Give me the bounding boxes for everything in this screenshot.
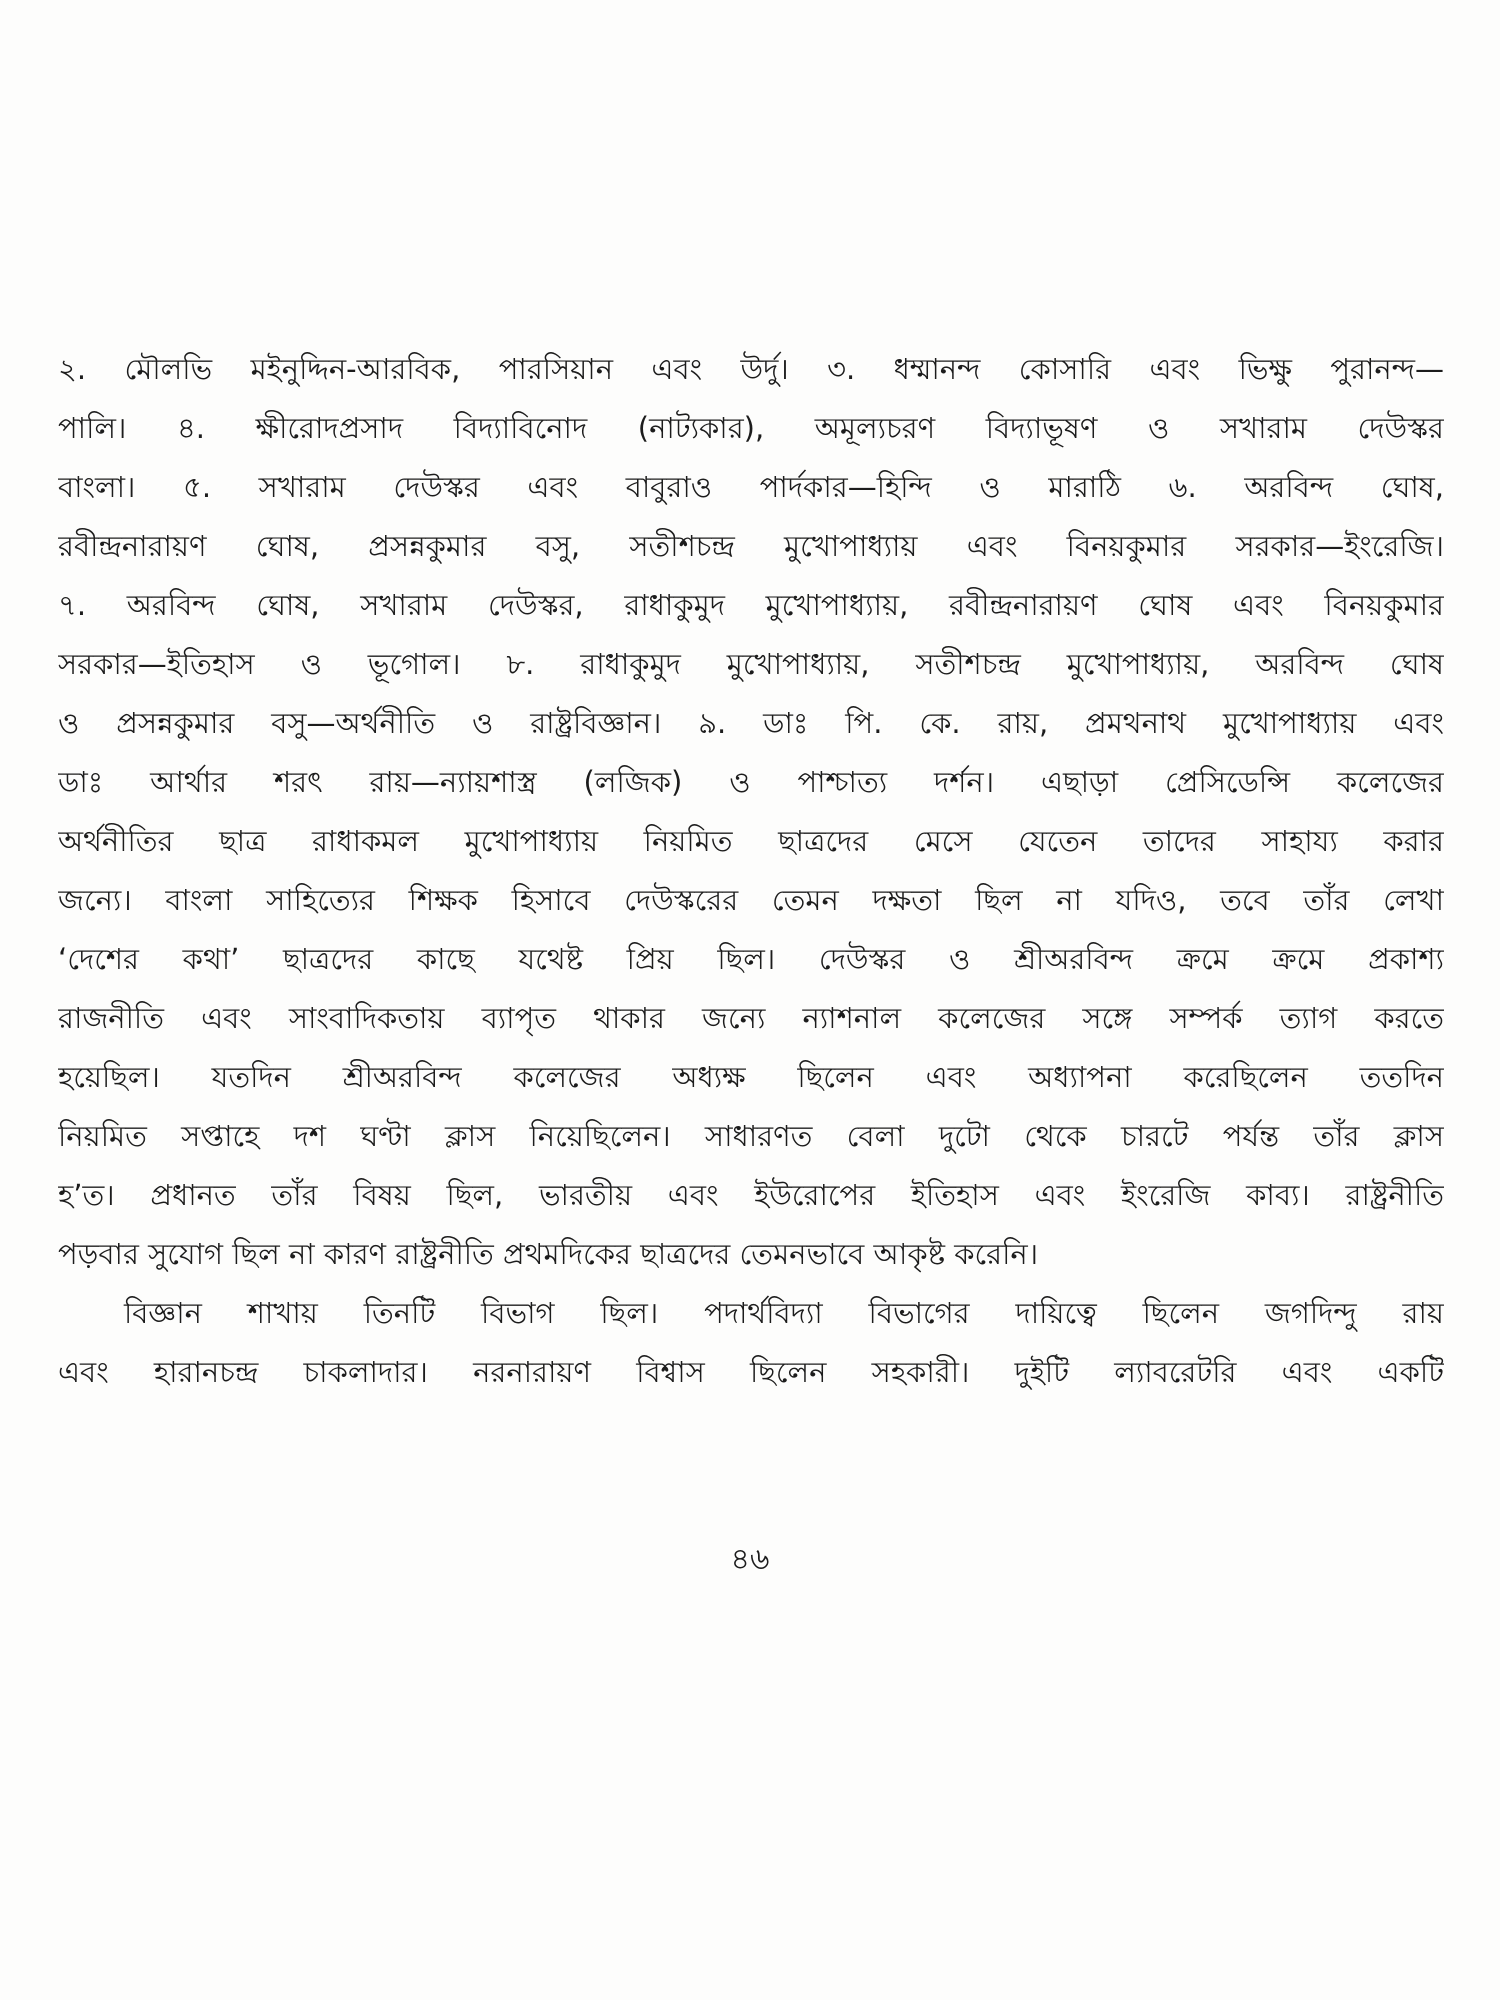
text-line: সরকার—ইতিহাস ও ভূগোল। ৮. রাধাকুমুদ মুখোপাধ্যায়, সতীশচন্দ্র মুখোপাধ্যায়, অরবিন্দ ঘোষ (58, 647, 1444, 681)
text-line: নিয়মিত সপ্তাহে দশ ঘণ্টা ক্লাস নিয়েছিলেন। সাধারণত বেলা দুটো থেকে চারটে পর্যন্ত তাঁর ক্লাস (58, 1119, 1444, 1153)
text-line: রবীন্দ্রনারায়ণ ঘোষ, প্রসন্নকুমার বসু, সতীশচন্দ্র মুখোপাধ্যায় এবং বিনয়কুমার সরকার—ইংরেজি। (58, 529, 1444, 563)
text-line: রাজনীতি এবং সাংবাদিকতায় ব্যাপৃত থাকার জন্যে ন্যাশনাল কলেজের সঙ্গে সম্পর্ক ত্যাগ করতে (58, 1001, 1444, 1035)
text-line: এবং হারানচন্দ্র চাকলাদার। নরনারায়ণ বিশ্বাস ছিলেন সহকারী। দুইটি ল্যাবরেটরি এবং একটি (58, 1355, 1444, 1389)
text-line: ৭. অরবিন্দ ঘোষ, সখারাম দেউস্কর, রাধাকুমুদ মুখোপাধ্যায়, রবীন্দ্রনারায়ণ ঘোষ এবং বিনয়কুমার (58, 588, 1444, 622)
text-line: ২. মৌলভি মইনুদ্দিন-আরবিক, পারসিয়ান এবং উর্দু। ৩. ধম্মানন্দ কোসারি এবং ভিক্ষু পুরানন্দ— (58, 352, 1444, 386)
text-line: ‘দেশের কথা’ ছাত্রদের কাছে যথেষ্ট প্রিয় ছিল। দেউস্কর ও শ্রীঅরবিন্দ ক্রমে ক্রমে প্রকাশ্য (58, 942, 1444, 976)
body-text (58, 340, 1444, 1402)
text-line: জন্যে। বাংলা সাহিত্যের শিক্ষক হিসাবে দেউস্করের তেমন দক্ষতা ছিল না যদিও, তবে তাঁর লেখা (58, 883, 1444, 917)
page-number: ৪৬ (730, 1542, 770, 1577)
text-line: ডাঃ আর্থার শরৎ রায়—ন্যায়শাস্ত্র (লজিক) ও পাশ্চাত্য দর্শন। এছাড়া প্রেসিডেন্সি কলেজের (58, 765, 1444, 799)
text-line: বাংলা। ৫. সখারাম দেউস্কর এবং বাবুরাও পার্দকার—হিন্দি ও মারাঠি ৬. অরবিন্দ ঘোষ, (58, 470, 1444, 504)
text-line: পালি। ৪. ক্ষীরোদপ্রসাদ বিদ্যাবিনোদ (নাট্যকার), অমূল্যচরণ বিদ্যাভূষণ ও সখারাম দেউস্কর (58, 411, 1444, 445)
paragraph-end-line: পড়বার সুযোগ ছিল না কারণ রাষ্ট্রনীতি প্রথমদিকের ছাত্রদের তেমনভাবে আকৃষ্ট করেনি। (58, 1237, 1039, 1271)
text-line: হ’ত। প্রধানত তাঁর বিষয় ছিল, ভারতীয় এবং ইউরোপের ইতিহাস এবং ইংরেজি কাব্য। রাষ্ট্রনীতি (58, 1178, 1444, 1212)
paragraph-start-line: বিজ্ঞান শাখায় তিনটি বিভাগ ছিল। পদার্থবিদ্যা বিভাগের দায়িত্বে ছিলেন জগদিন্দু রায় (124, 1296, 1444, 1330)
text-line: ও প্রসন্নকুমার বসু—অর্থনীতি ও রাষ্ট্রবিজ্ঞান। ৯. ডাঃ পি. কে. রায়, প্রমথনাথ মুখোপাধ্যায় এবং (58, 706, 1444, 740)
text-line: হয়েছিল। যতদিন শ্রীঅরবিন্দ কলেজের অধ্যক্ষ ছিলেন এবং অধ্যাপনা করেছিলেন ততদিন (58, 1060, 1444, 1094)
text-line: অর্থনীতির ছাত্র রাধাকমল মুখোপাধ্যায় নিয়মিত ছাত্রদের মেসে যেতেন তাদের সাহায্য করার (58, 824, 1444, 858)
